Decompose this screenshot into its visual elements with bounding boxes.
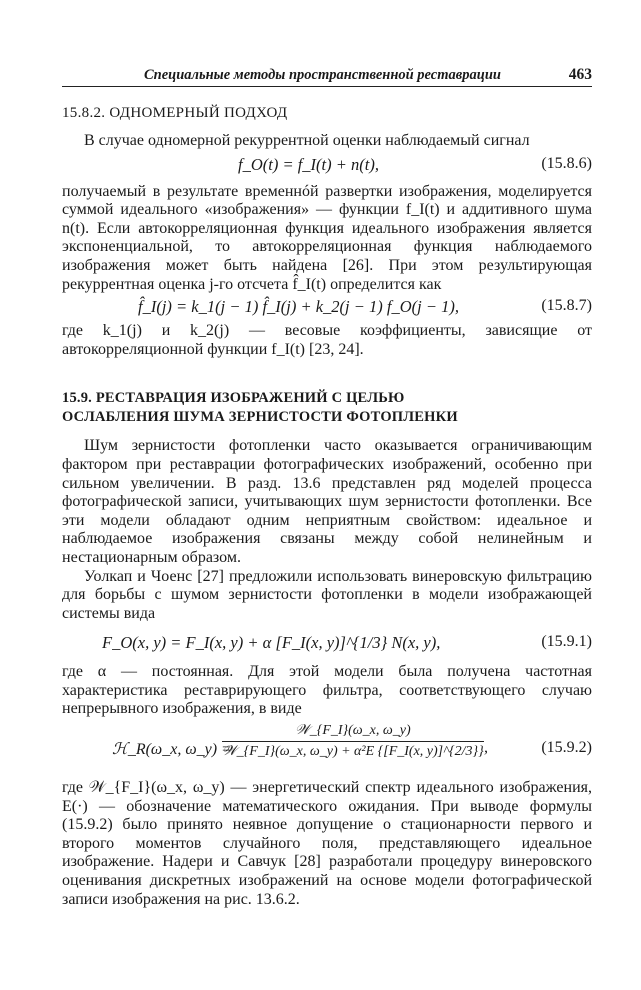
book-page [62,60,592,909]
paragraph-4: Шум зернистости фотопленки часто оказывается ограничивающим фактором при реставрации фотографических изображений, особенно при сильном увеличении. В разд. 13.6 представлен ряд моделей процесса фотографической записи, учитывающих шум зернистости фотопленки. Все эти модели обладают одним неприятным свойством: идеальное и наблюдаемое изображения связаны между собой нелинейным и нестационарным образом. [62,437,592,566]
equation-number: (15.8.6) [541,154,592,172]
paragraph-5: Уолкап и Чоенс [27] предложили использовать винеровскую фильтрацию для борьбы с шумом зернистости фотопленки в модели изображающей системы вида [62,567,592,622]
equation-formula: f̂_I(j) = k_1(j − 1) f̂_I(j) + k_2(j − 1) f_O(j − 1), [138,297,459,317]
equation-lhs: ℋ_R(ω_x, ω_y) = [112,741,232,759]
fraction-numerator: 𝒲_{F_I}(ω_x, ω_y) [222,723,484,742]
page-number: 463 [568,66,592,83]
equation-formula: F_O(x, y) = F_I(x, y) + α [F_I(x, y)]^{1/3} N(x, y), [102,633,441,653]
equation-tail: , [484,739,488,757]
equation-formula: f_O(t) = f_I(t) + n(t), [238,154,379,174]
equation-15-9-1 [62,623,592,663]
running-title: Специальные методы пространственной реставрации [144,67,501,83]
running-header [62,60,592,87]
equation-number: (15.8.7) [541,297,592,315]
paragraph-2: получаемый в результате временнóй развертки изображения, моделируется суммой идеального «изображения» — функции f_I(t) и аддитивного шума n(t). Если автокорреляционная функция идеального изображения является экспоненциальной, то автокорреляционная функция наблюдаемого изображения может быть найдена [26]. При этом результирующая рекуррентная оценка j-го отсчета f̂_I(t) определится как [62,182,592,293]
section-title [62,389,592,427]
subsection-title: 15.8.2. ОДНОМЕРНЫЙ ПОДХОД [62,105,288,121]
equation-15-8-6 [62,151,592,183]
equation-number: (15.9.2) [541,739,592,757]
equation-number: (15.9.1) [541,633,592,651]
paragraph-1: В случае одномерной рекуррентной оценки наблюдаемый сигнал [84,132,530,149]
equation-15-9-2 [62,719,592,779]
fraction-denominator: 𝒲_{F_I}(ω_x, ω_y) + α²E {[F_I(x, y)]^{2/3}} [222,744,484,760]
paragraph-6: где α — постоянная. Для этой модели была получена частотная характеристика реставрирующего фильтра, соответствующего случаю непрерывного изображения, в виде [62,663,592,718]
equation-fraction [222,723,484,760]
equation-15-8-7 [62,294,592,322]
section-title-line-2: ОСЛАБЛЕНИЯ ШУМА ЗЕРНИСТОСТИ ФОТОПЛЕНКИ [62,409,458,426]
paragraph-7: где 𝒲_{F_I}(ω_x, ω_y) — энергетический спектр идеального изображения, E(·) — обозначение математического ожидания. При выводе формулы (15.9.2) было принято неявное допущение о стационарности первого и второго моментов случайного поля, представляющего идеальное изображение. Надери и Савчук [28] разработали процедуру винеровского оценивания дискретных изображений на основе модели фотографической записи изображения на рис. 13.6.2. [62,779,592,908]
section-title-line-1: 15.9. РЕСТАВРАЦИЯ ИЗОБРАЖЕНИЙ С ЦЕЛЬЮ [62,390,405,407]
paragraph-3: где k_1(j) и k_2(j) — весовые коэффициенты, зависящие от автокорреляционной функции f_I(t) [23, 24]. [62,322,592,358]
